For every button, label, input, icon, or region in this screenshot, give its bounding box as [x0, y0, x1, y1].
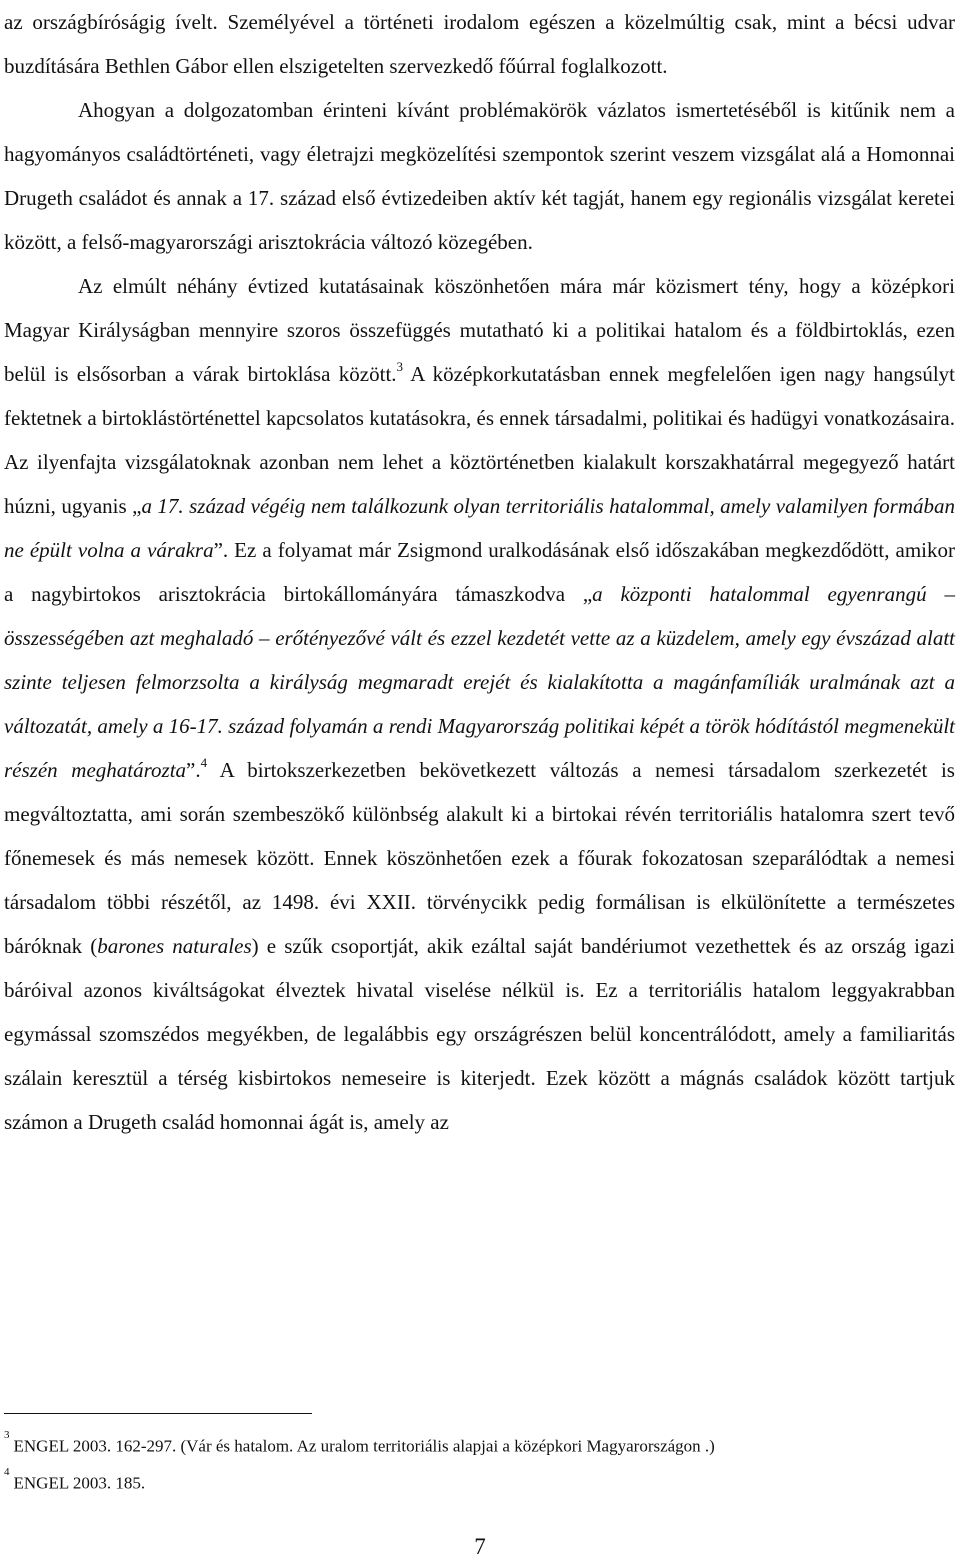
quote-italic: a központi hatalommal egyenrangú – összességében azt meghaladó – erőtényezővé vált és ezzel kezdetét vette az a küzdelem, amely egy évszázad alatt szinte teljesen felmorzsolta a királyság megmaradt erejét és kialakította a magánfamíliák uralmának azt a változatát, amely a 16-17. század folyamán a rendi Magyarország politikai képét a török hódítástól megmenekült részén meghatározta — [4, 582, 955, 782]
text-segment: ”. Ez a folyamat már Zsigmond uralkodásának első időszakában megkezdődött, amikor a nagybirtokos arisztokrácia birtokállományára támaszkodva „ — [4, 538, 955, 606]
footnote-number: 3 — [4, 1429, 10, 1441]
footnote-ref-3[interactable]: 3 — [396, 359, 404, 374]
latin-term-italic: barones naturales — [97, 934, 252, 958]
footnote-separator — [4, 1413, 312, 1414]
quote-italic: a 17. század végéig nem találkozunk olyan territoriális hatalommal, amely valamilyen formában ne épült volna a várakra — [4, 494, 955, 562]
footnote-4 — [4, 1463, 955, 1500]
footnote-text: ENGEL 2003. 162-297. (Vár és hatalom. Az uralom territoriális alapjai a középkori Magyarországon .) — [13, 1436, 715, 1456]
footnote-number: 4 — [4, 1465, 10, 1478]
footnote-3 — [4, 1426, 955, 1463]
text-segment: ”. — [186, 758, 201, 782]
footnotes — [4, 1426, 955, 1499]
paragraph-territorial-power — [4, 264, 955, 1144]
page-number: 7 — [474, 1534, 486, 1559]
text-segment: A középkorkutatásban ennek megfelelően igen nagy hangsúlyt fektetnek a birtoklástörténettel kapcsolatos kutatásokra, és ennek társadalmi, politikai és hadügyi vonatkozásaira. Az ilyenfajta vizsgálatoknak azonban nem lehet a köztörténetben kialakult korszakhatárral megegyező határt húzni, ugyanis „ — [4, 362, 955, 518]
paragraph-approach: Ahogyan a dolgozatomban érinteni kívánt problémakörök vázlatos ismertetéséből is kitűnik nem a hagyományos családtörténeti, vagy életrajzi megközelítési szempontok szerint veszem vizsgálat alá a Homonnai Drugeth családot és annak a 17. század első évtizedeiben aktív két tagját, hanem egy regionális vizsgálat keretei között, a felső-magyarországi arisztokrácia változó közegében. — [4, 98, 955, 254]
paragraph-continuation: az országbíróságig ívelt. Személyével a történeti irodalom egészen a közelmúltig csak, mint a bécsi udvar buzdítására Bethlen Gábor ellen elszigetelten szervezkedő főúrral foglalkozott. — [4, 10, 955, 78]
document-body — [4, 0, 955, 1144]
text-segment: Az elmúlt néhány évtized kutatásainak köszönhetően mára már közismert tény, hogy a középkori Magyar Királyságban mennyire szoros összefüggés mutatható ki a politikai hatalom és a földbirtoklás, ezen belül is elsősorban a várak birtoklása között. — [4, 274, 955, 386]
text-segment: ) e szűk csoportját, akik ezáltal saját bandériumot vezethettek és az ország igazi báróival azonos kiváltságokat élveztek hivatal viselése nélkül is. Ez a territoriális hatalom leggyakrabban egymással szomszédos megyékben, de legalábbis egy országrészen belül koncentrálódott, amely a familiaritás szálain keresztül a térség kisbirtokos nemeseire is kiterjedt. Ezek között a mágnás családok között tartjuk számon a Drugeth család homonnai ágát is, amely az — [4, 934, 955, 1134]
text-segment: A birtokszerkezetben bekövetkezett változás a nemesi társadalom szerkezetét is megváltoztatta, ami során szembeszökő különbség alakult ki a birtokai révén territoriális hatalomra szert tevő főnemesek és más nemesek között. Ennek köszönhetően ezek a főurak fokozatosan szeparálódtak a nemesi társadalom többi részétől, az 1498. évi XXII. törvénycikk pedig formálisan is elkülönítette a természetes báróknak ( — [4, 758, 955, 958]
footnote-text: ENGEL 2003. 185. — [13, 1473, 146, 1493]
footnote-ref-4[interactable]: 4 — [200, 755, 208, 770]
